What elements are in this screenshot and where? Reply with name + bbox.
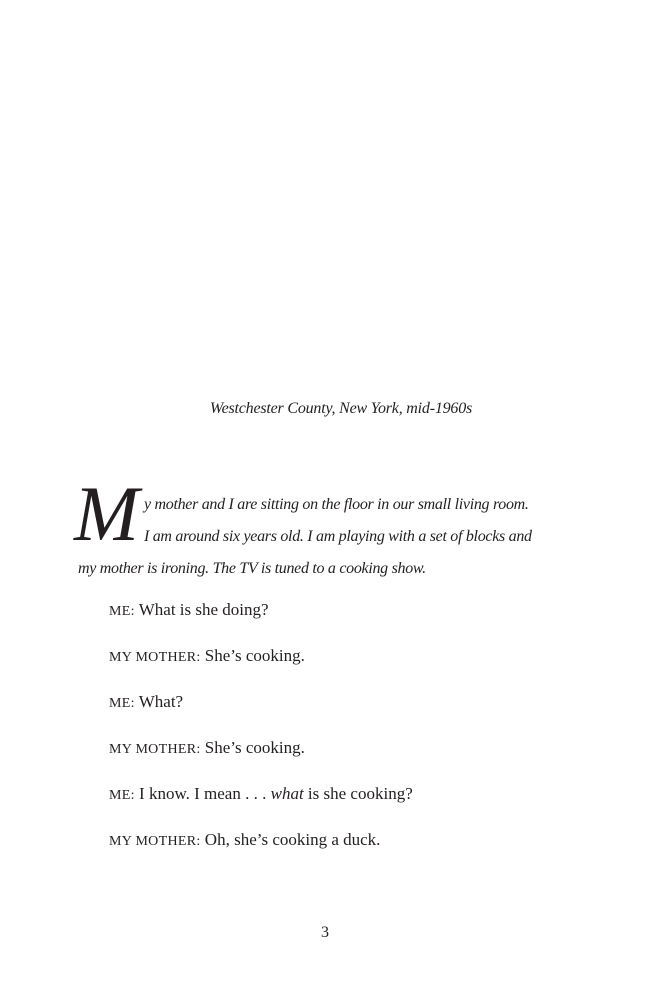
- dialogue-text: is she cooking?: [303, 784, 413, 803]
- emphasis-word: what: [270, 784, 304, 803]
- dialogue-text: She’s cooking.: [200, 646, 305, 665]
- opening-line-2: I am around six years old. I am playing with a set of blocks and: [144, 528, 532, 545]
- opening-line-1: y mother and I are sitting on the floor in our small living room.: [144, 496, 529, 513]
- drop-cap: M: [74, 470, 139, 557]
- dialogue-line: [109, 736, 569, 782]
- dialogue-line: [109, 644, 569, 690]
- opening-line-3: my mother is ironing. The TV is tuned to a cooking show.: [78, 560, 426, 577]
- dialogue-text: What?: [134, 692, 184, 711]
- dialogue-text: She’s cooking.: [200, 738, 305, 757]
- speaker-label: ME:: [109, 604, 135, 619]
- dialogue-text: Oh, she’s cooking a duck.: [200, 830, 381, 849]
- page-number: 3: [321, 924, 329, 941]
- dialogue-block: [109, 598, 569, 874]
- dialogue-line: [109, 828, 569, 874]
- speaker-label: ME:: [109, 696, 135, 711]
- location-heading: Westchester County, New York, mid-1960s: [209, 400, 473, 417]
- speaker-label: MY MOTHER:: [109, 742, 201, 757]
- dialogue-line: [109, 598, 569, 644]
- dialogue-text: I know. I mean . . .: [134, 784, 271, 803]
- speaker-label: MY MOTHER:: [109, 650, 201, 665]
- speaker-label: ME:: [109, 788, 135, 803]
- speaker-label: MY MOTHER:: [109, 834, 201, 849]
- dialogue-line: [109, 690, 569, 736]
- dialogue-text: What is she doing?: [134, 600, 269, 619]
- opening-paragraph: [74, 470, 578, 585]
- dialogue-line: [109, 782, 569, 828]
